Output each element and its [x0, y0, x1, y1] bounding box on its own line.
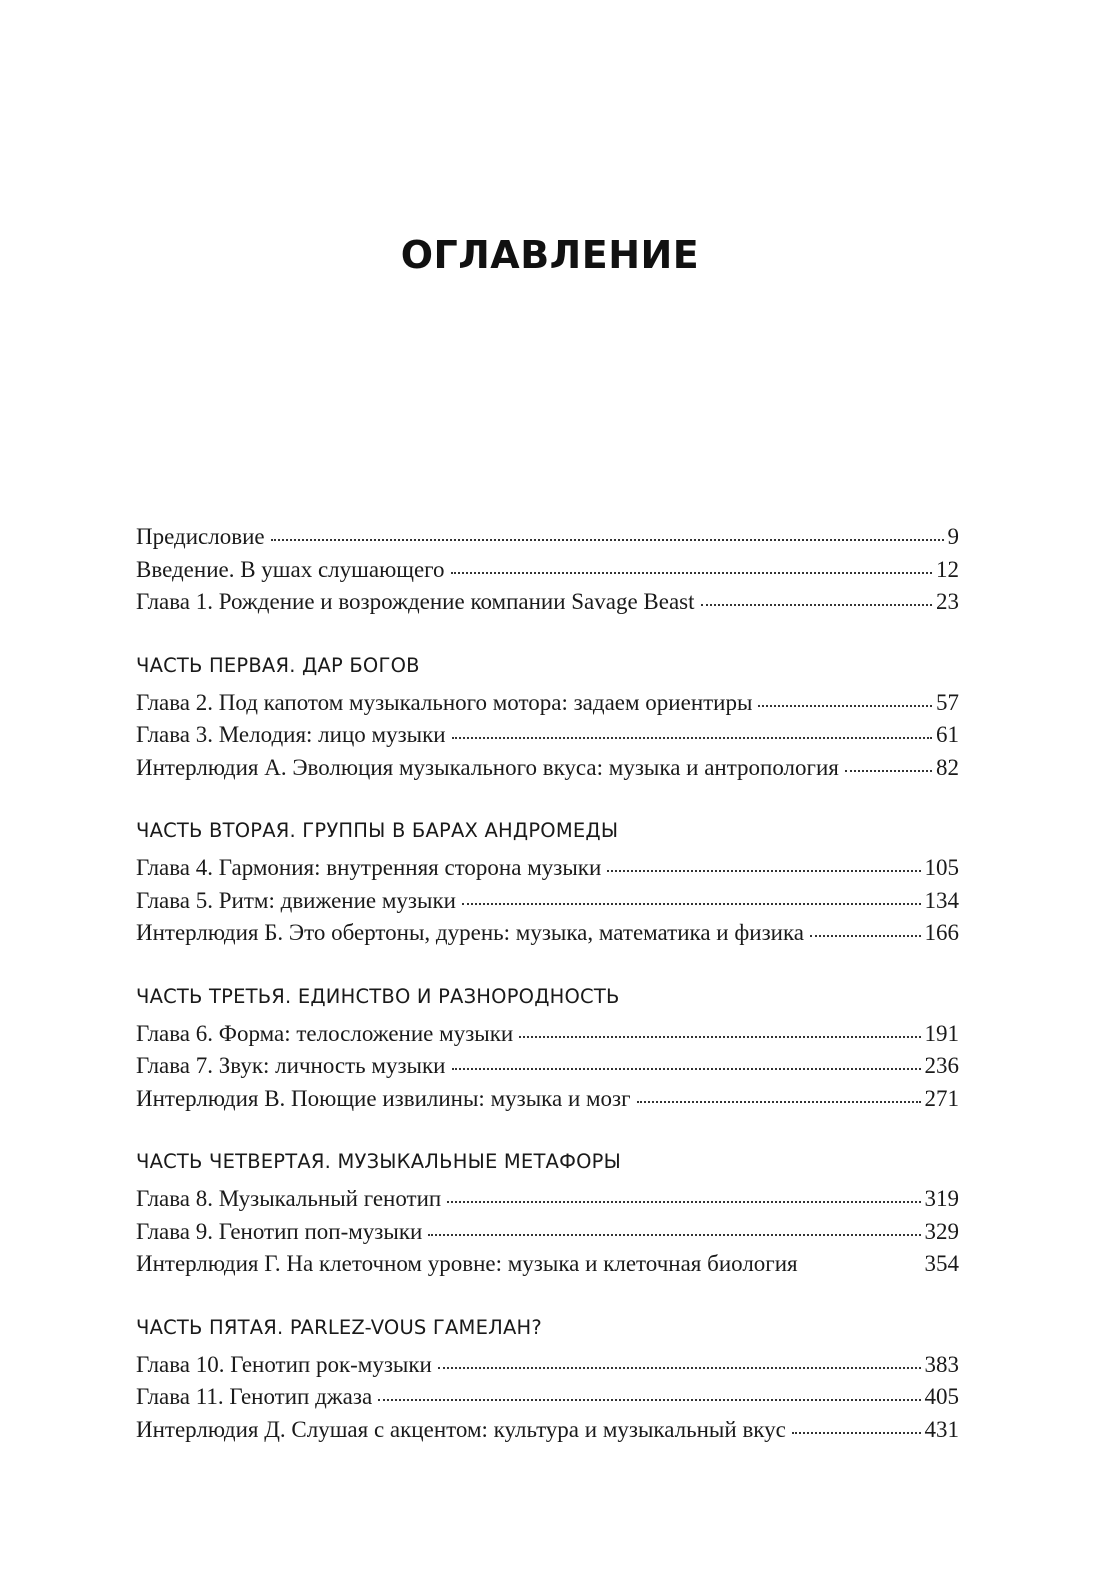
- toc-entry[interactable]: [136, 1053, 959, 1086]
- part-heading: ЧАСТЬ ПЯТАЯ. PARLEZ-VOUS ГАМЕЛАН?: [136, 1315, 542, 1339]
- toc-entry-title: Глава 4. Гармония: внутренняя сторона музыки: [136, 855, 602, 880]
- dot-leader: [378, 1399, 920, 1401]
- toc-entry-title: Глава 11. Генотип джаза: [136, 1384, 373, 1409]
- toc-entry-title: Интерлюдия В. Поющие извилины: музыка и мозг: [136, 1085, 631, 1111]
- dot-leader: [637, 1101, 921, 1103]
- toc-part-group: [136, 1150, 959, 1284]
- toc-entry-page-number: 9: [947, 524, 959, 549]
- toc-part-group: [136, 1316, 959, 1450]
- toc-entry-title: Предисловие: [136, 524, 265, 549]
- toc-entry[interactable]: [136, 1021, 959, 1054]
- dot-leader: [462, 903, 921, 905]
- toc-part-group: [136, 654, 959, 788]
- dot-leader: [792, 1432, 921, 1434]
- dot-leader: [271, 539, 944, 541]
- toc-part-group: [136, 985, 959, 1119]
- toc-entry[interactable]: [136, 755, 959, 788]
- toc-entry-title: Глава 2. Под капотом музыкального мотора: задаем ориентиры: [136, 689, 753, 715]
- toc-entry-title: Глава 1. Рождение и возрождение компании Savage Beast: [136, 589, 695, 614]
- toc-entry-page-number: 319: [924, 1186, 959, 1211]
- toc-entry-title: Глава 8. Музыкальный генотип: [136, 1186, 442, 1211]
- dot-leader: [447, 1201, 920, 1203]
- part-heading: ЧАСТЬ ПЕРВАЯ. ДАР БОГОВ: [136, 653, 420, 677]
- toc-entry-page-number: 105: [924, 855, 959, 880]
- toc-intro-group: [136, 524, 959, 622]
- toc-entry-title: Введение. В ушах слушающего: [136, 556, 445, 582]
- toc-entry-page-number: 191: [924, 1020, 959, 1046]
- dot-leader: [845, 770, 932, 772]
- toc-entry-title: Глава 7. Звук: личность музыки: [136, 1053, 446, 1078]
- toc-entry-title: Глава 5. Ритм: движение музыки: [136, 887, 456, 913]
- toc-entry-page-number: 329: [924, 1218, 959, 1244]
- toc-entry[interactable]: [136, 1086, 959, 1119]
- dot-leader: [438, 1367, 921, 1369]
- toc-entry-page-number: 431: [924, 1416, 959, 1442]
- toc-part-group: [136, 819, 959, 953]
- dot-leader: [810, 935, 920, 937]
- toc-entry[interactable]: [136, 722, 959, 755]
- toc-entry-page-number: 383: [924, 1351, 959, 1377]
- toc-entry-page-number: 166: [924, 920, 959, 945]
- toc-entry[interactable]: [136, 855, 959, 888]
- toc-entry-title: Интерлюдия А. Эволюция музыкального вкуса: музыка и антропология: [136, 754, 839, 780]
- toc-entry-title: Интерлюдия Б. Это обертоны, дурень: музыка, математика и физика: [136, 920, 805, 945]
- part-heading: ЧАСТЬ ТРЕТЬЯ. ЕДИНСТВО И РАЗНОРОДНОСТЬ: [136, 984, 620, 1008]
- dot-leader: [519, 1036, 920, 1038]
- toc-entry-title: Интерлюдия Д. Слушая с акцентом: культура и музыкальный вкус: [136, 1416, 786, 1442]
- toc-entry-page-number: 12: [936, 556, 959, 582]
- toc-entry[interactable]: [136, 690, 959, 723]
- toc-entry-page-number: 405: [924, 1384, 959, 1409]
- toc-entry-title: Интерлюдия Г. На клеточном уровне: музыка и клеточная биология: [136, 1251, 798, 1276]
- toc-entry[interactable]: [136, 1219, 959, 1252]
- toc-entry[interactable]: [136, 557, 959, 590]
- table-of-contents: [136, 524, 959, 1449]
- dot-leader: [451, 572, 932, 574]
- part-heading: ЧАСТЬ ЧЕТВЕРТАЯ. МУЗЫКАЛЬНЫЕ МЕТАФОРЫ: [136, 1150, 621, 1173]
- toc-entry[interactable]: [136, 1352, 959, 1385]
- toc-entry-page-number: 23: [936, 589, 959, 614]
- toc-entry-page-number: 61: [936, 722, 959, 747]
- toc-entry-title: Глава 3. Мелодия: лицо музыки: [136, 722, 446, 747]
- dot-leader: [758, 705, 932, 707]
- dot-leader: [428, 1234, 920, 1236]
- part-heading: ЧАСТЬ ВТОРАЯ. ГРУППЫ В БАРАХ АНДРОМЕДЫ: [136, 819, 619, 842]
- toc-entry-title: Глава 6. Форма: телосложение музыки: [136, 1020, 514, 1046]
- toc-entry[interactable]: [136, 888, 959, 921]
- page-title: ОГЛАВЛЕНИЕ: [400, 233, 700, 278]
- toc-entry[interactable]: [136, 589, 959, 622]
- toc-entry-title: Глава 10. Генотип рок-музыки: [136, 1351, 432, 1377]
- dot-leader: [607, 870, 920, 872]
- toc-entry-page-number: 271: [924, 1085, 959, 1111]
- toc-entry[interactable]: [136, 1384, 959, 1417]
- toc-entry[interactable]: [136, 920, 959, 953]
- toc-entry[interactable]: [136, 1251, 959, 1284]
- toc-entry-page-number: 354: [924, 1251, 959, 1276]
- toc-entry-page-number: 57: [936, 689, 959, 715]
- dot-leader: [452, 737, 932, 739]
- toc-entry[interactable]: [136, 524, 959, 557]
- toc-entry[interactable]: [136, 1417, 959, 1450]
- toc-entry-page-number: 134: [924, 887, 959, 913]
- toc-entry-title: Глава 9. Генотип поп-музыки: [136, 1218, 423, 1244]
- toc-entry[interactable]: [136, 1186, 959, 1219]
- dot-leader: [701, 604, 932, 606]
- dot-leader: [452, 1068, 921, 1070]
- toc-entry-page-number: 82: [936, 754, 959, 780]
- toc-entry-page-number: 236: [924, 1053, 959, 1078]
